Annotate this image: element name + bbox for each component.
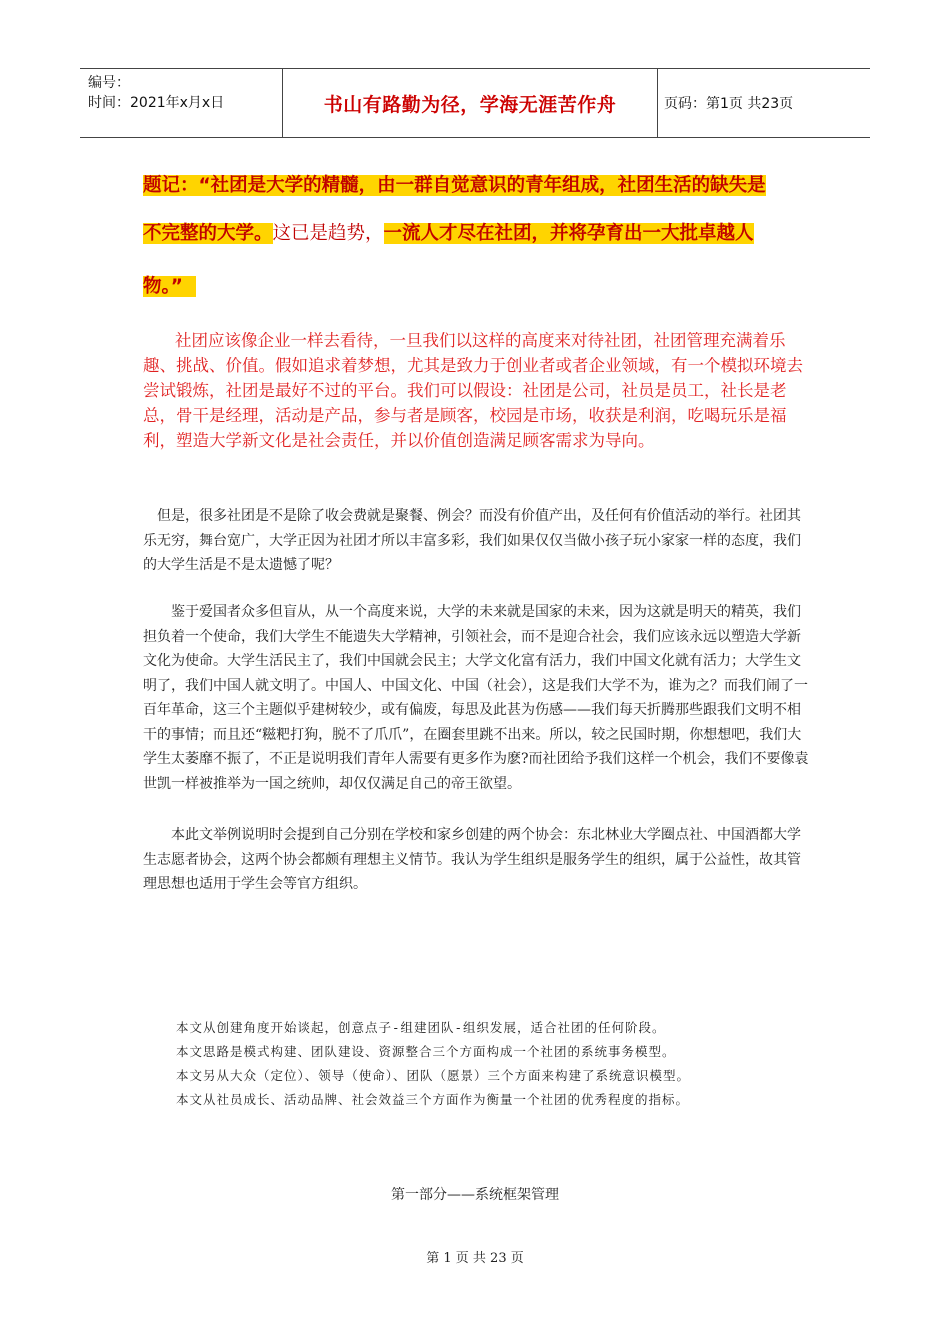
document-header — [80, 68, 870, 138]
paragraph-2: 鉴于爱国者众多但盲从，从一个高度来说，大学的未来就是国家的未来，因为这就是明天的精英，我们担负着一个使命，我们大学生不能遗失大学精神，引领社会，而不是迎合社会，我们应该永远以塑造大学新文化为使命。大学生活民主了，我们中国就会民主；大学文化富有活力，我们中国文化就有活力；大学生文明了，我们中国人就文明了。中国人、中国文化、中国（社会），这是我们大学不为，谁为之？而我们闹了一百年革命，这三个主题似乎建树较少，或有偏废，每思及此甚为伤感——我们每天折腾那些跟我们文明不相干的事情；而且还“糍粑打狗，脱不了爪爪”，在圈套里跳不出来。所以，较之民国时期，你想想吧，我们大学生太萎靡不振了，不正是说明我们青年人需要有更多作为麽?而社团给予我们这样一个机会，我们不要像袁世凯一样被推举为一国之统帅，却仅仅满足自己的帝王欲望。 — [143, 604, 809, 792]
number-label: 编号： — [88, 75, 130, 91]
header-motto: 书山有路勤为径，学海无涯苦作舟 — [282, 69, 658, 137]
date-label: 时间：2021年x月x日 — [88, 95, 225, 111]
paragraph-3: 本此文举例说明时会提到自己分别在学校和家乡创建的两个协会：东北林业大学圈点社、中国酒都大学生志愿者协会，这两个协会都颇有理想主义情节。我认为学生组织是服务学生的组织，属于公益性，故其管理思想也适用于学生会等官方组织。 — [143, 827, 801, 892]
section-title: 第一部分——系统框架管理 — [391, 1187, 559, 1203]
summary-list — [176, 1016, 690, 1112]
header-page-info: 页码：第1页 共23页 — [664, 96, 794, 112]
summary-line: 本文从创建角度开始谈起，创意点子-组建团队-组织发展，适合社团的任何阶段。 — [176, 1020, 666, 1035]
paragraph-1: 但是，很多社团是不是除了收会费就是聚餐、例会？而没有价值产出，及任何有价值活动的举行。社团其乐无穷，舞台宽广，大学正因为社团才所以丰富多彩，我们如果仅仅当做小孩子玩小家家一样的态度，我们的大学生活是不是太遗憾了呢？ — [143, 508, 801, 573]
summary-line: 本文从社员成长、活动品牌、社会效益三个方面作为衡量一个社团的优秀程度的指标。 — [176, 1092, 690, 1107]
red-paragraph: 社团应该像企业一样去看待，一旦我们以这样的高度来对待社团，社团管理充满着乐趣、挑战、价值。假如追求着梦想，尤其是致力于创业者或者企业领域，有一个模拟环境去尝试锻炼，社团是最好不过的平台。我们可以假设：社团是公司，社员是员工，社长是老总，骨干是经理，活动是产品，参与者是顾客，校园是市场，收获是利润，吃喝玩乐是福利，塑造大学新文化是社会责任，并以价值创造满足顾客需求为导向。 — [143, 331, 803, 450]
summary-line: 本文另从大众（定位）、领导（使命）、团队（愿景）三个方面来构建了系统意识模型。 — [176, 1068, 691, 1083]
epigraph-line-1: 题记：“社团是大学的精髓，由一群自觉意识的青年组成，社团生活的缺失是 — [143, 175, 766, 196]
page-footer: 第 1 页 共 23 页 — [426, 1251, 524, 1266]
summary-line: 本文思路是模式构建、团队建设、资源整合三个方面构成一个社团的系统事务模型。 — [176, 1044, 676, 1059]
header-left-cell — [80, 69, 282, 137]
epigraph-line-3: 物。” — [143, 272, 196, 302]
epigraph-line-2: 不完整的大学。这已是趋势，一流人才尽在社团，并将孕育出一大批卓越人 — [143, 223, 754, 244]
